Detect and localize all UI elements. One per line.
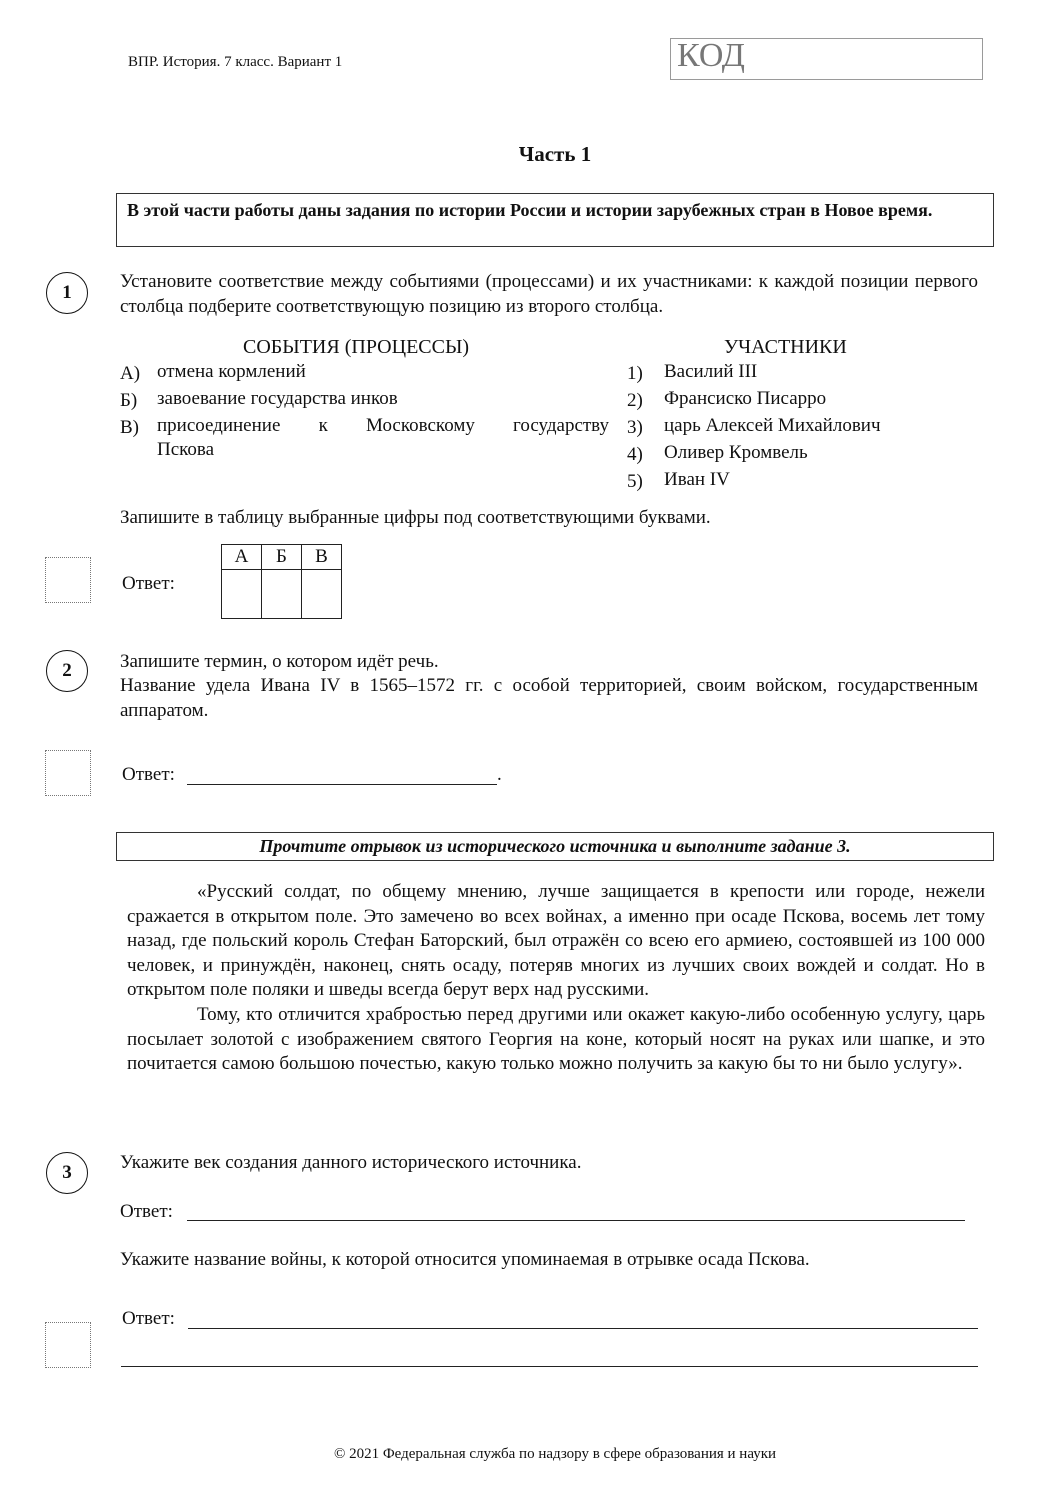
source-task-title: Прочтите отрывок из исторического источника и выполните задание 3. [116,832,994,861]
q3-answer2-label: Ответ: [122,1308,175,1329]
code-label: КОД [677,37,745,74]
event-mark-b: Б) [120,390,138,411]
participant-mark-2: 2) [627,390,643,411]
event-text-b: завоевание государства инков [157,388,398,409]
page-footer: © 2021 Федеральная служба по надзору в сфере образования и науки [333,1446,777,1462]
participant-text-1: Василий III [664,361,758,382]
question-number-3: 3 [46,1152,88,1194]
part-title: Часть 1 [518,142,592,166]
q1-instruction: Запишите в таблицу выбранные цифры под соответствующими буквами. [120,507,711,528]
participant-mark-5: 5) [627,471,643,492]
q1-prompt: Установите соответствие между событиями (процессами) и их участниками: к каждой позиции первого столбца подберите соответствующую позицию из второго столбца. [120,271,978,317]
q1-events-header: СОБЫТИЯ (ПРОЦЕССЫ) [243,336,470,358]
participant-text-4: Оливер Кромвель [664,442,808,463]
event-text-v-line2: Пскова [157,439,215,460]
participant-mark-3: 3) [627,417,643,438]
historical-source-excerpt [127,880,985,1077]
q3-answer1-line[interactable] [187,1220,965,1221]
question-number-1: 1 [46,272,88,314]
question-number-2: 2 [46,650,88,692]
participant-mark-4: 4) [627,444,643,465]
source-paragraph-2: Тому, кто отличится храбростью перед другими или окажет какую-либо особенную услугу, царь посылает золотой с изображением святого Георгия на коне, который носят на руках или шапке, и это почитается самою большою почестью, какую только можно получить за какую бы то ни было услугу». [127,1003,985,1075]
participant-text-3: царь Алексей Михайлович [664,415,881,436]
q3-prompt-2: Укажите название войны, к которой относится упоминаемая в отрывке осада Пскова. [120,1249,810,1270]
q3-prompt-1: Укажите век создания данного исторического источника. [120,1152,582,1173]
answer-table-header-v: В [302,545,342,570]
q3-answer1-label: Ответ: [120,1201,173,1222]
code-field[interactable] [670,38,983,80]
answer-table-header-b: Б [262,545,302,570]
q2-answer-line[interactable] [187,784,497,785]
event-text-a: отмена кормлений [157,361,306,382]
answer-cell-v[interactable] [302,570,342,619]
part-intro-box: В этой части работы даны задания по истории России и истории зарубежных стран в Новое время. [116,193,994,247]
source-paragraph-1: «Русский солдат, по общему мнению, лучше защищается в крепости или городе, нежели сражается в открытом поле. Это замечено во всех войнах, а именно при осаде Пскова, восемь лет тому назад, где польский король Стефан Баторский, был отражён со всею его армиею, состоявшей из 100 000 человек, и принуждён, наконец, снять осаду, потеряв многих из лучших своих вождей и солдат. Но в открытом поле поляки и шведы всегда берут верх над русскими. [127,881,985,1001]
document-header-title: ВПР. История. 7 класс. Вариант 1 [128,54,343,70]
q1-score-box [45,557,91,603]
q2-score-box [45,750,91,796]
event-text-v-line1: присоединение к Московскому государству [157,415,609,436]
participant-text-5: Иван IV [664,469,730,490]
participant-mark-1: 1) [627,363,643,384]
participant-text-2: Франсиско Писарро [664,388,827,409]
event-mark-v: В) [120,417,139,438]
answer-cell-b[interactable] [262,570,302,619]
q2-answer-label: Ответ: [122,764,175,785]
q1-answer-label: Ответ: [122,573,175,594]
q3-answer2-line-2[interactable] [121,1366,978,1367]
q3-score-box [45,1322,91,1368]
q3-answer2-line[interactable] [188,1328,978,1329]
q2-prompt-line2: Название удела Ивана IV в 1565–1572 гг. с особой территорией, своим войском, государственным аппаратом. [120,675,978,721]
answer-cell-a[interactable] [222,570,262,619]
q1-participants-header: УЧАСТНИКИ [724,336,847,358]
event-mark-a: А) [120,363,141,384]
q1-answer-table [221,544,342,619]
q2-answer-suffix: . [497,764,502,785]
q2-prompt-line1: Запишите термин, о котором идёт речь. [120,651,439,672]
answer-table-header-a: А [222,545,262,570]
